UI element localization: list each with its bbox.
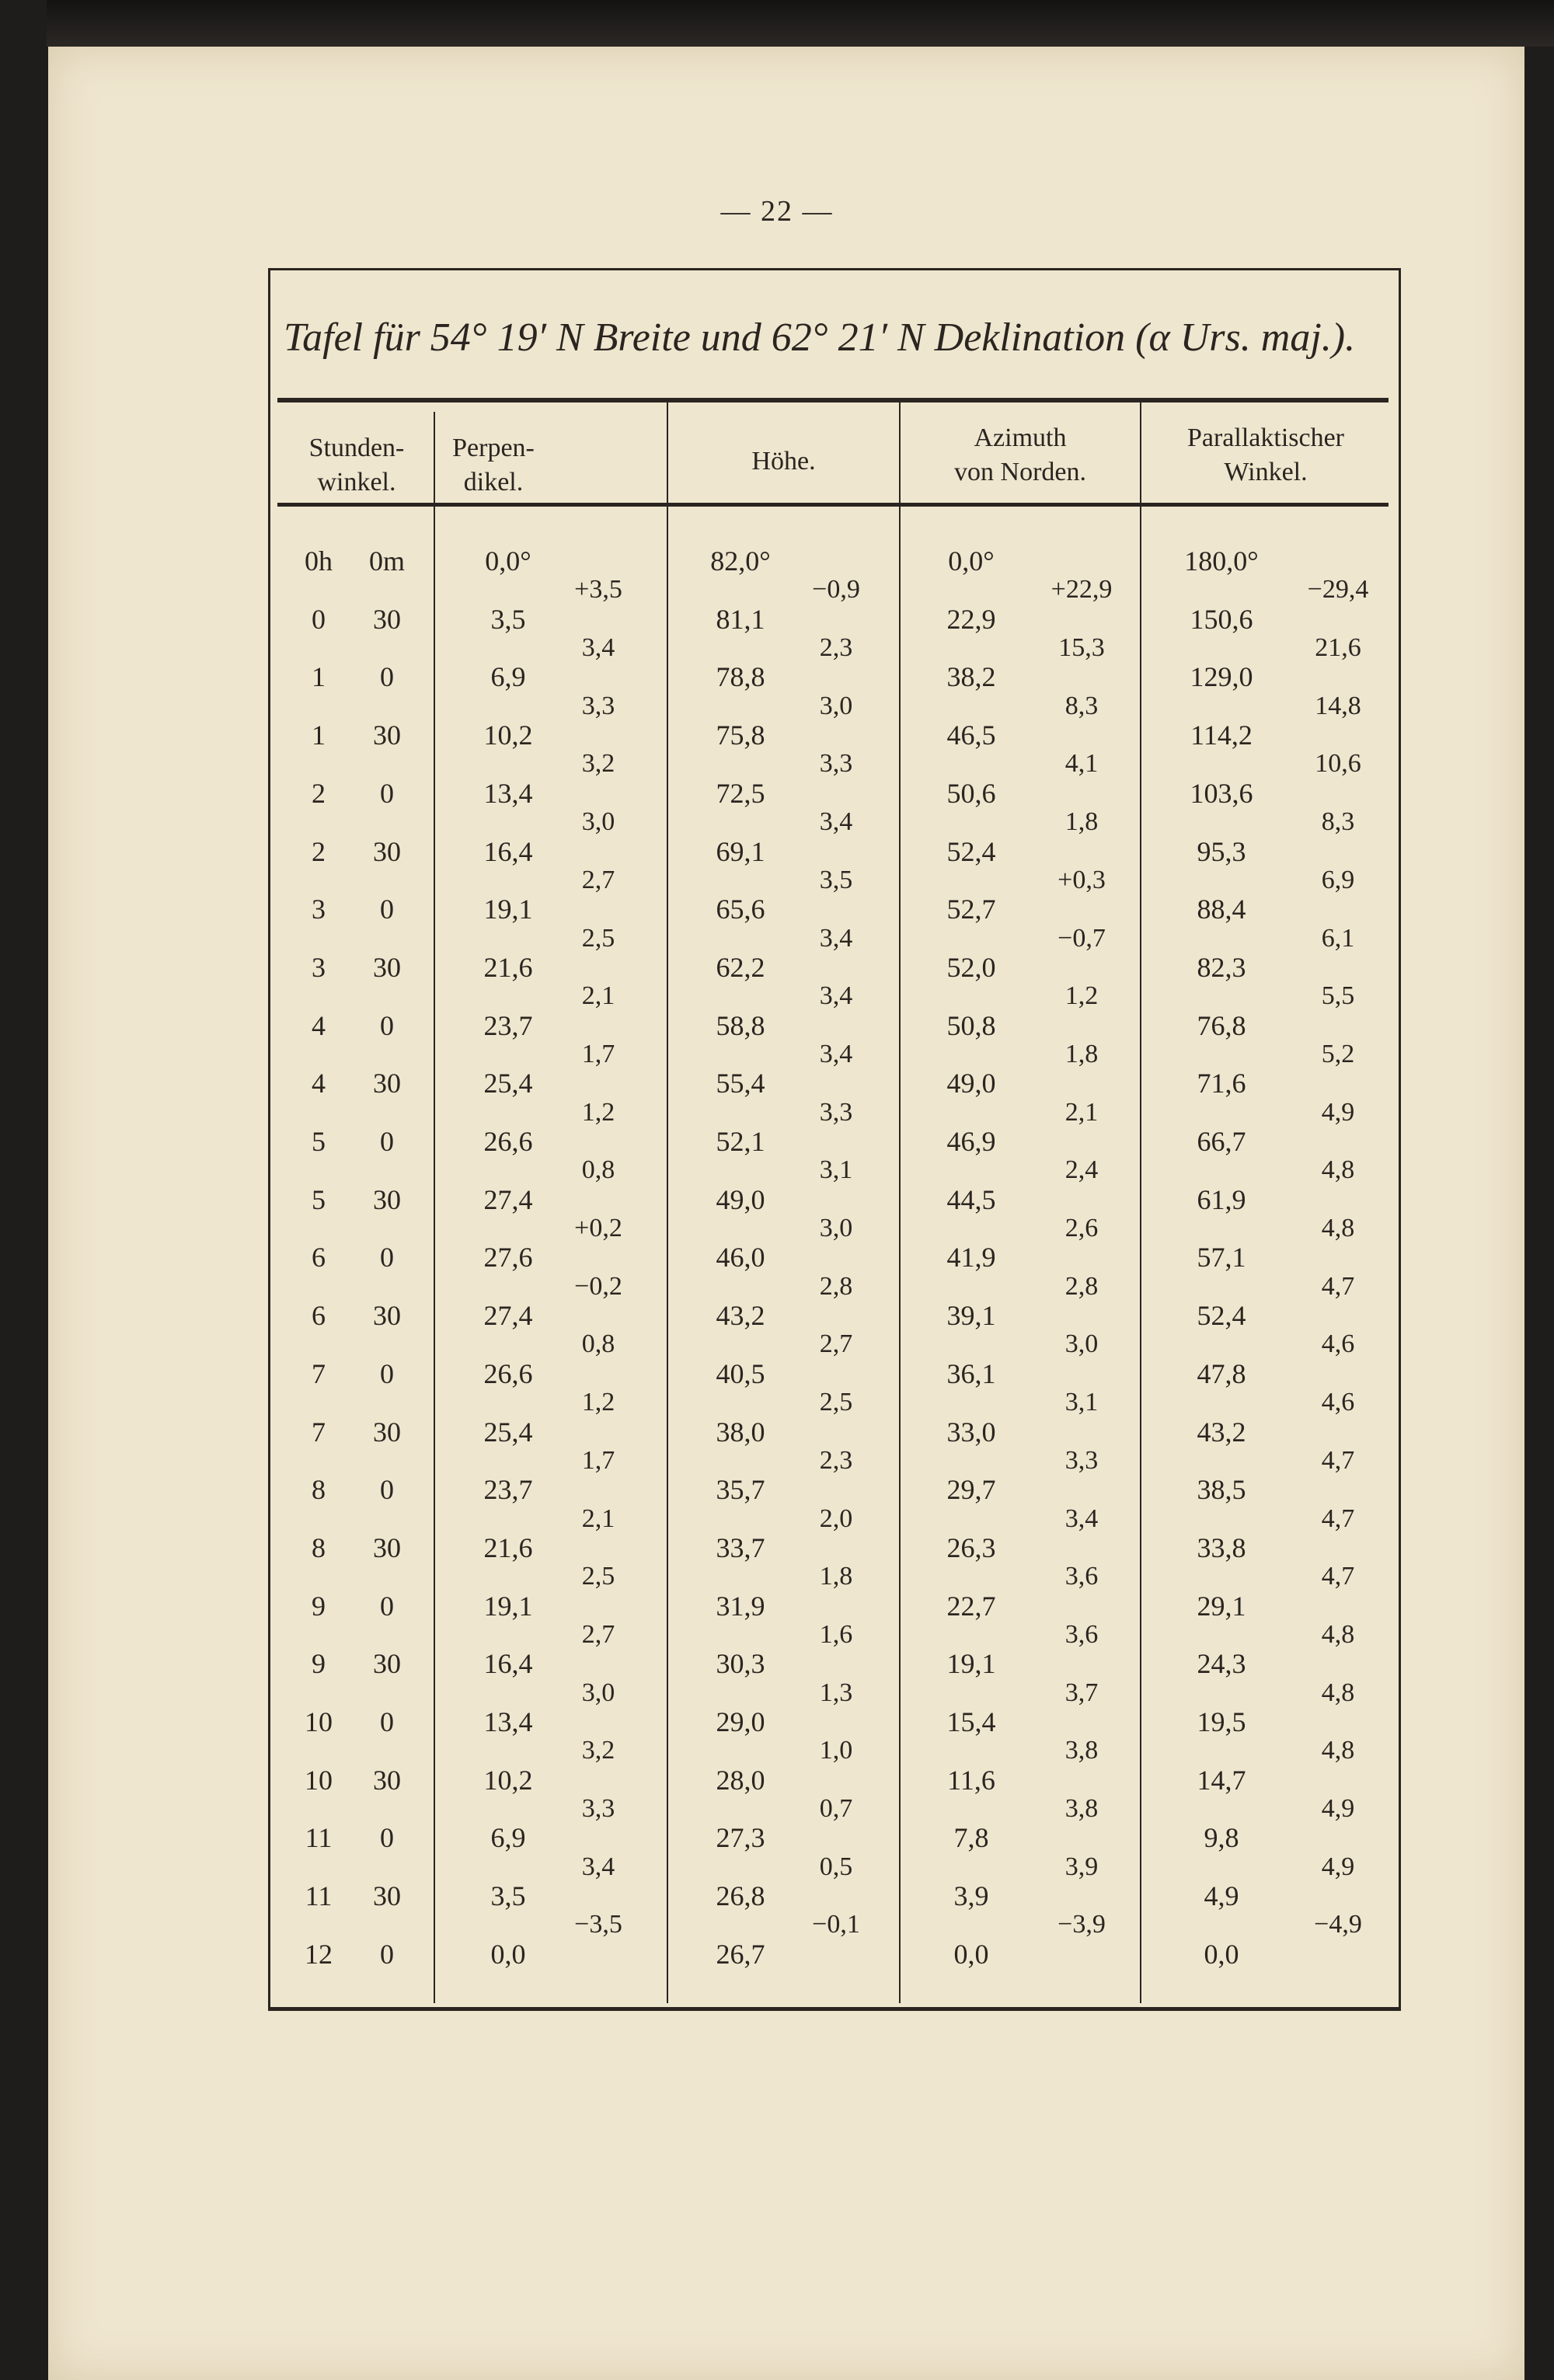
header-line: Stunden- xyxy=(308,434,405,462)
cell-m: 30 xyxy=(373,1880,401,1912)
difference-azimuth: 3,9 xyxy=(1064,1852,1099,1881)
difference-parallax: 4,9 xyxy=(1321,1852,1355,1881)
cell-parallax: 114,2 xyxy=(1190,720,1253,751)
cell-h: 9 xyxy=(312,1590,326,1622)
difference-azimuth: 3,0 xyxy=(1064,1329,1099,1359)
cell-hoehe: 30,3 xyxy=(716,1648,765,1680)
cell-perp: 25,4 xyxy=(483,1068,533,1099)
cell-perp: 19,1 xyxy=(483,894,533,925)
cell-h: 1 xyxy=(312,661,326,693)
difference-hoehe: 2,0 xyxy=(819,1504,853,1533)
cell-azimuth: 22,9 xyxy=(946,603,996,635)
cell-perp: 6,9 xyxy=(490,1822,526,1854)
cell-h: 9 xyxy=(312,1648,326,1680)
cell-hoehe: 78,8 xyxy=(716,661,765,693)
difference-parallax: 4,9 xyxy=(1321,1794,1355,1824)
difference-perp: 3,3 xyxy=(581,1794,615,1824)
difference-hoehe: 3,4 xyxy=(819,923,853,953)
difference-hoehe: 3,5 xyxy=(819,865,853,894)
cell-hoehe: 49,0 xyxy=(716,1183,765,1215)
difference-perp: 2,5 xyxy=(581,1562,615,1591)
difference-perp: 1,2 xyxy=(581,1097,615,1127)
difference-hoehe: 3,0 xyxy=(819,1214,853,1243)
difference-azimuth: 8,3 xyxy=(1064,691,1099,720)
difference-parallax: 10,6 xyxy=(1315,749,1361,779)
cell-perp: 0,0 xyxy=(490,1938,526,1970)
difference-parallax: 4,6 xyxy=(1321,1388,1355,1417)
cell-m: 0 xyxy=(380,1357,394,1389)
difference-perp: 2,7 xyxy=(581,1619,615,1649)
cell-azimuth: 44,5 xyxy=(946,1183,996,1215)
cell-perp: 13,4 xyxy=(483,1706,533,1737)
difference-hoehe: 3,3 xyxy=(819,1097,853,1127)
cell-parallax: 129,0 xyxy=(1190,661,1253,693)
cell-azimuth: 38,2 xyxy=(946,661,996,693)
header-bottom-rule xyxy=(277,503,1388,507)
cell-parallax: 150,6 xyxy=(1190,603,1253,635)
difference-hoehe: 3,3 xyxy=(819,749,853,779)
cell-hoehe: 31,9 xyxy=(716,1590,765,1622)
cell-h: 11 xyxy=(305,1880,333,1912)
difference-perp: 1,2 xyxy=(581,1388,615,1417)
cell-azimuth: 22,7 xyxy=(946,1590,996,1622)
difference-azimuth: 4,1 xyxy=(1064,749,1099,779)
cell-perp: 3,5 xyxy=(490,1880,526,1912)
column-divider xyxy=(1140,402,1141,2003)
cell-h: 8 xyxy=(312,1531,326,1563)
cell-m: 0 xyxy=(380,1126,394,1157)
difference-hoehe: 0,7 xyxy=(819,1794,853,1824)
difference-hoehe: 1,0 xyxy=(819,1736,853,1765)
difference-hoehe: 3,0 xyxy=(819,691,853,720)
difference-perp: 3,0 xyxy=(581,807,615,837)
cell-hoehe: 46,0 xyxy=(716,1242,765,1274)
cell-perp: 27,4 xyxy=(483,1300,533,1332)
cell-perp: 19,1 xyxy=(483,1590,533,1622)
cell-hoehe: 26,7 xyxy=(716,1938,765,1970)
difference-parallax: −4,9 xyxy=(1314,1910,1362,1939)
cell-m: 30 xyxy=(373,1531,401,1563)
difference-hoehe: 0,5 xyxy=(819,1852,853,1881)
cell-h: 11 xyxy=(305,1822,333,1854)
difference-perp: −3,5 xyxy=(574,1910,622,1939)
cell-hoehe: 52,1 xyxy=(716,1126,765,1157)
cell-parallax: 9,8 xyxy=(1204,1822,1239,1854)
cell-azimuth: 52,7 xyxy=(946,894,996,925)
cell-h: 8 xyxy=(312,1474,326,1506)
difference-hoehe: −0,9 xyxy=(812,575,860,605)
cell-azimuth: 52,4 xyxy=(946,835,996,867)
difference-parallax: 5,5 xyxy=(1321,981,1355,1011)
cell-h: 4 xyxy=(312,1068,326,1099)
cell-parallax: 95,3 xyxy=(1197,835,1246,867)
cell-h: 5 xyxy=(312,1126,326,1157)
difference-hoehe: 3,4 xyxy=(819,981,853,1011)
cell-m: 30 xyxy=(373,603,401,635)
cell-m: 0 xyxy=(380,1822,394,1854)
cell-parallax: 43,2 xyxy=(1197,1416,1246,1448)
difference-perp: 3,0 xyxy=(581,1678,615,1707)
cell-azimuth: 0,0° xyxy=(948,545,995,577)
cell-parallax: 61,9 xyxy=(1197,1183,1246,1215)
difference-azimuth: −0,7 xyxy=(1057,923,1106,953)
difference-parallax: 4,8 xyxy=(1321,1619,1355,1649)
header-azimuth xyxy=(901,421,1140,490)
cell-parallax: 66,7 xyxy=(1197,1126,1246,1157)
cell-h: 4 xyxy=(312,1009,326,1041)
cell-perp: 21,6 xyxy=(483,1531,533,1563)
book-top-edge xyxy=(47,0,1554,47)
cell-perp: 16,4 xyxy=(483,835,533,867)
cell-azimuth: 0,0 xyxy=(953,1938,989,1970)
table-title: Tafel für 54° 19′ N Breite und 62° 21′ N Deklination (α Urs. maj.). xyxy=(284,315,1356,360)
difference-perp: 2,1 xyxy=(581,1504,615,1533)
cell-m: 30 xyxy=(373,835,401,867)
difference-azimuth: 3,8 xyxy=(1064,1794,1099,1824)
cell-azimuth: 46,5 xyxy=(946,720,996,751)
cell-parallax: 4,9 xyxy=(1204,1880,1239,1912)
difference-azimuth: 1,2 xyxy=(1064,981,1099,1011)
header-line: winkel. xyxy=(317,468,396,497)
header-line: von Norden. xyxy=(954,458,1086,486)
cell-parallax: 24,3 xyxy=(1197,1648,1246,1680)
difference-parallax: 14,8 xyxy=(1315,691,1361,720)
difference-perp: 3,2 xyxy=(581,1736,615,1765)
cell-hoehe: 69,1 xyxy=(716,835,765,867)
difference-parallax: 4,7 xyxy=(1321,1445,1355,1475)
difference-azimuth: 3,4 xyxy=(1064,1504,1099,1533)
difference-perp: 2,5 xyxy=(581,923,615,953)
cell-m: 30 xyxy=(373,951,401,983)
difference-perp: 3,4 xyxy=(581,633,615,663)
difference-hoehe: 1,8 xyxy=(819,1562,853,1591)
difference-parallax: 5,2 xyxy=(1321,1039,1355,1068)
difference-hoehe: 3,4 xyxy=(819,807,853,837)
cell-m: 0 xyxy=(380,1938,394,1970)
cell-azimuth: 7,8 xyxy=(953,1822,989,1854)
cell-m: 0 xyxy=(380,1009,394,1041)
header-line: Azimuth xyxy=(974,423,1067,452)
difference-azimuth: 2,8 xyxy=(1064,1271,1099,1301)
difference-perp: 3,4 xyxy=(581,1852,615,1881)
difference-perp: 0,8 xyxy=(581,1155,615,1185)
cell-hoehe: 58,8 xyxy=(716,1009,765,1041)
cell-m: 0m xyxy=(368,545,406,577)
cell-m: 30 xyxy=(373,1300,401,1332)
cell-perp: 23,7 xyxy=(483,1009,533,1041)
difference-azimuth: 15,3 xyxy=(1058,633,1105,663)
difference-hoehe: 2,3 xyxy=(819,1445,853,1475)
difference-perp: 1,7 xyxy=(581,1039,615,1068)
cell-m: 30 xyxy=(373,720,401,751)
cell-parallax: 0,0 xyxy=(1204,1938,1239,1970)
cell-azimuth: 52,0 xyxy=(946,951,996,983)
cell-hoehe: 40,5 xyxy=(716,1357,765,1389)
cell-hoehe: 29,0 xyxy=(716,1706,765,1737)
column-divider xyxy=(899,402,901,2003)
difference-perp: 2,7 xyxy=(581,865,615,894)
cell-h: 1 xyxy=(312,720,326,751)
cell-parallax: 103,6 xyxy=(1190,777,1253,809)
difference-perp: 2,1 xyxy=(581,981,615,1011)
cell-m: 30 xyxy=(373,1068,401,1099)
cell-m: 30 xyxy=(373,1648,401,1680)
difference-azimuth: 3,3 xyxy=(1064,1445,1099,1475)
cell-parallax: 82,3 xyxy=(1197,951,1246,983)
cell-perp: 25,4 xyxy=(483,1416,533,1448)
cell-h: 6 xyxy=(312,1300,326,1332)
difference-hoehe: 3,4 xyxy=(819,1039,853,1068)
cell-m: 30 xyxy=(373,1764,401,1796)
cell-perp: 3,5 xyxy=(490,603,526,635)
cell-m: 0 xyxy=(380,1590,394,1622)
difference-azimuth: 3,6 xyxy=(1064,1562,1099,1591)
cell-h: 3 xyxy=(312,951,326,983)
cell-hoehe: 81,1 xyxy=(716,603,765,635)
cell-parallax: 38,5 xyxy=(1197,1474,1246,1506)
cell-h: 0 xyxy=(312,603,326,635)
cell-m: 0 xyxy=(380,1474,394,1506)
difference-azimuth: 1,8 xyxy=(1064,807,1099,837)
cell-azimuth: 50,6 xyxy=(946,777,996,809)
cell-azimuth: 41,9 xyxy=(946,1242,996,1274)
difference-azimuth: 3,7 xyxy=(1064,1678,1099,1707)
difference-parallax: −29,4 xyxy=(1307,575,1369,605)
difference-azimuth: +22,9 xyxy=(1051,575,1113,605)
cell-hoehe: 55,4 xyxy=(716,1068,765,1099)
cell-perp: 26,6 xyxy=(483,1357,533,1389)
cell-parallax: 71,6 xyxy=(1197,1068,1246,1099)
cell-azimuth: 46,9 xyxy=(946,1126,996,1157)
difference-hoehe: 3,1 xyxy=(819,1155,853,1185)
cell-h: 0h xyxy=(305,545,333,577)
cell-hoehe: 35,7 xyxy=(716,1474,765,1506)
cell-parallax: 47,8 xyxy=(1197,1357,1246,1389)
cell-azimuth: 11,6 xyxy=(947,1764,995,1796)
difference-parallax: 4,9 xyxy=(1321,1097,1355,1127)
header-line: dikel. xyxy=(463,468,524,497)
difference-hoehe: −0,1 xyxy=(812,1910,860,1939)
cell-perp: 10,2 xyxy=(483,1764,533,1796)
cell-parallax: 29,1 xyxy=(1197,1590,1246,1622)
cell-perp: 27,6 xyxy=(483,1242,533,1274)
header-height: Höhe. xyxy=(751,447,816,476)
header-line: Winkel. xyxy=(1224,458,1308,486)
cell-hoehe: 43,2 xyxy=(716,1300,765,1332)
difference-parallax: 4,8 xyxy=(1321,1736,1355,1765)
difference-perp: −0,2 xyxy=(574,1271,622,1301)
difference-perp: 1,7 xyxy=(581,1445,615,1475)
cell-hoehe: 72,5 xyxy=(716,777,765,809)
difference-azimuth: +0,3 xyxy=(1057,865,1106,894)
difference-hoehe: 1,6 xyxy=(819,1619,853,1649)
cell-hoehe: 28,0 xyxy=(716,1764,765,1796)
difference-perp: +3,5 xyxy=(574,575,622,605)
cell-parallax: 180,0° xyxy=(1184,545,1259,577)
difference-parallax: 4,6 xyxy=(1321,1329,1355,1359)
cell-azimuth: 49,0 xyxy=(946,1068,996,1099)
cell-azimuth: 36,1 xyxy=(946,1357,996,1389)
cell-perp: 27,4 xyxy=(483,1183,533,1215)
cell-hoehe: 33,7 xyxy=(716,1531,765,1563)
difference-parallax: 6,1 xyxy=(1321,923,1355,953)
column-divider xyxy=(667,402,668,2003)
difference-parallax: 4,8 xyxy=(1321,1155,1355,1185)
cell-h: 2 xyxy=(312,835,326,867)
page-number: — 22 — xyxy=(720,195,834,228)
difference-azimuth: 3,1 xyxy=(1064,1388,1099,1417)
cell-h: 3 xyxy=(312,894,326,925)
difference-azimuth: 3,6 xyxy=(1064,1619,1099,1649)
cell-m: 0 xyxy=(380,1706,394,1737)
difference-azimuth: 2,4 xyxy=(1064,1155,1099,1185)
header-top-rule xyxy=(277,398,1388,402)
difference-parallax: 4,8 xyxy=(1321,1214,1355,1243)
cell-m: 30 xyxy=(373,1416,401,1448)
header-hour-angle xyxy=(280,431,434,500)
cell-h: 10 xyxy=(305,1764,333,1796)
cell-perp: 10,2 xyxy=(483,720,533,751)
difference-hoehe: 2,8 xyxy=(819,1271,853,1301)
difference-perp: +0,2 xyxy=(574,1214,622,1243)
cell-azimuth: 33,0 xyxy=(946,1416,996,1448)
difference-hoehe: 2,5 xyxy=(819,1388,853,1417)
cell-azimuth: 19,1 xyxy=(946,1648,996,1680)
header-perpendikel xyxy=(435,431,552,500)
cell-azimuth: 26,3 xyxy=(946,1531,996,1563)
cell-h: 10 xyxy=(305,1706,333,1737)
cell-perp: 16,4 xyxy=(483,1648,533,1680)
cell-perp: 0,0° xyxy=(485,545,531,577)
cell-hoehe: 26,8 xyxy=(716,1880,765,1912)
cell-m: 0 xyxy=(380,777,394,809)
column-divider xyxy=(434,412,435,2003)
cell-m: 0 xyxy=(380,1242,394,1274)
cell-parallax: 52,4 xyxy=(1197,1300,1246,1332)
cell-azimuth: 50,8 xyxy=(946,1009,996,1041)
cell-parallax: 19,5 xyxy=(1197,1706,1246,1737)
difference-azimuth: −3,9 xyxy=(1057,1910,1106,1939)
cell-azimuth: 3,9 xyxy=(953,1880,989,1912)
cell-hoehe: 75,8 xyxy=(716,720,765,751)
cell-parallax: 76,8 xyxy=(1197,1009,1246,1041)
cell-h: 7 xyxy=(312,1416,326,1448)
cell-parallax: 88,4 xyxy=(1197,894,1246,925)
difference-perp: 3,2 xyxy=(581,749,615,779)
cell-perp: 26,6 xyxy=(483,1126,533,1157)
difference-azimuth: 1,8 xyxy=(1064,1039,1099,1068)
cell-azimuth: 39,1 xyxy=(946,1300,996,1332)
difference-hoehe: 1,3 xyxy=(819,1678,853,1707)
cell-parallax: 14,7 xyxy=(1197,1764,1246,1796)
difference-parallax: 4,7 xyxy=(1321,1562,1355,1591)
cell-m: 30 xyxy=(373,1183,401,1215)
cell-h: 12 xyxy=(305,1938,333,1970)
difference-hoehe: 2,3 xyxy=(819,633,853,663)
cell-hoehe: 82,0° xyxy=(710,545,771,577)
difference-parallax: 8,3 xyxy=(1321,807,1355,837)
difference-azimuth: 2,6 xyxy=(1064,1214,1099,1243)
difference-azimuth: 3,8 xyxy=(1064,1736,1099,1765)
difference-parallax: 6,9 xyxy=(1321,865,1355,894)
header-line: Parallaktischer xyxy=(1186,423,1345,452)
cell-perp: 23,7 xyxy=(483,1474,533,1506)
cell-perp: 21,6 xyxy=(483,951,533,983)
cell-hoehe: 38,0 xyxy=(716,1416,765,1448)
cell-h: 6 xyxy=(312,1242,326,1274)
cell-h: 5 xyxy=(312,1183,326,1215)
difference-perp: 0,8 xyxy=(581,1329,615,1359)
cell-h: 2 xyxy=(312,777,326,809)
cell-h: 7 xyxy=(312,1357,326,1389)
cell-azimuth: 15,4 xyxy=(946,1706,996,1737)
cell-parallax: 57,1 xyxy=(1197,1242,1246,1274)
difference-hoehe: 2,7 xyxy=(819,1329,853,1359)
difference-parallax: 21,6 xyxy=(1315,633,1361,663)
cell-parallax: 33,8 xyxy=(1197,1531,1246,1563)
difference-parallax: 4,8 xyxy=(1321,1678,1355,1707)
difference-azimuth: 2,1 xyxy=(1064,1097,1099,1127)
cell-hoehe: 27,3 xyxy=(716,1822,765,1854)
header-line: Perpen- xyxy=(452,434,535,462)
cell-m: 0 xyxy=(380,894,394,925)
cell-m: 0 xyxy=(380,661,394,693)
cell-perp: 13,4 xyxy=(483,777,533,809)
difference-perp: 3,3 xyxy=(581,691,615,720)
cell-perp: 6,9 xyxy=(490,661,526,693)
cell-hoehe: 65,6 xyxy=(716,894,765,925)
header-parallactic xyxy=(1141,421,1390,490)
difference-parallax: 4,7 xyxy=(1321,1504,1355,1533)
cell-hoehe: 62,2 xyxy=(716,951,765,983)
difference-parallax: 4,7 xyxy=(1321,1271,1355,1301)
cell-azimuth: 29,7 xyxy=(946,1474,996,1506)
